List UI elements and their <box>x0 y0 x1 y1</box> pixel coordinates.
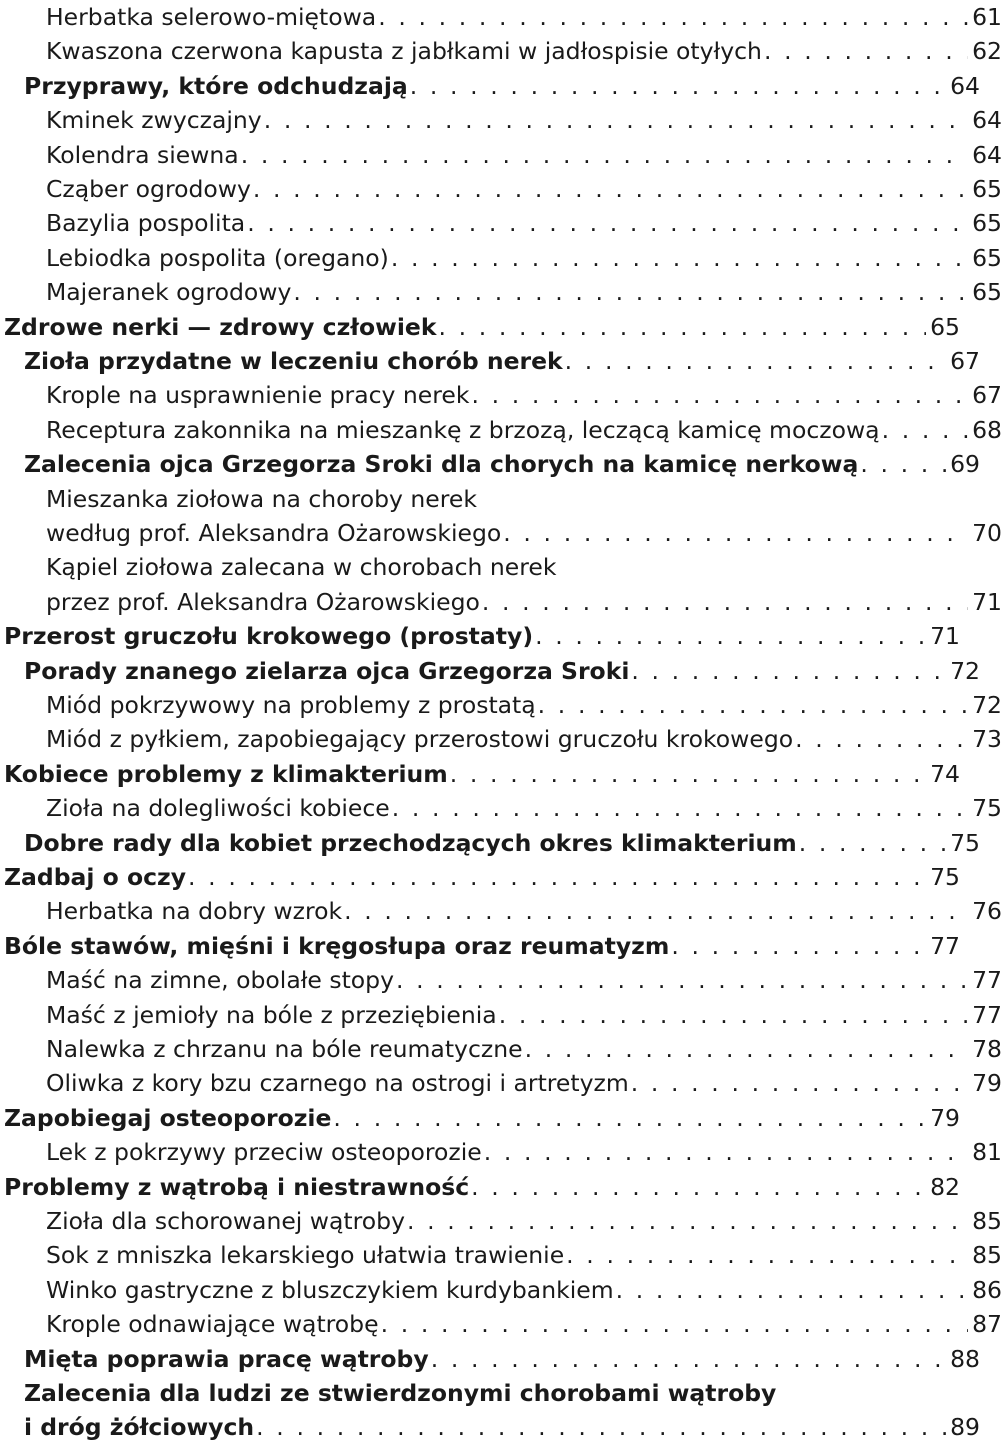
toc-entry-page-number: 78 <box>972 1035 1002 1063</box>
dot-leader <box>431 1342 946 1376</box>
toc-entry-title: Przerost gruczołu krokowego (prostaty) <box>4 622 534 651</box>
dot-leader <box>503 516 968 550</box>
toc-entry <box>0 929 960 963</box>
toc-entry-title: Zalecenia ojca Grzegorza Sroki dla chorych na kamicę nerkową <box>24 450 859 479</box>
toc-entry-page-number: 64 <box>950 71 980 100</box>
toc-entry-page-number: 85 <box>972 1241 1002 1270</box>
toc-entry <box>0 206 1002 240</box>
toc-entry-title: Zapobiegaj osteoporozie <box>4 1103 332 1132</box>
toc-entry-title: Krople na usprawnienie pracy nerek <box>46 381 470 410</box>
toc-entry <box>0 1376 980 1410</box>
toc-entry <box>0 791 1002 825</box>
toc-entry <box>0 1342 980 1376</box>
toc-entry-page-number: 75 <box>930 863 960 891</box>
toc-entry-title: Zdrowe nerki — zdrowy człowiek <box>4 312 437 341</box>
toc-entry-title: Przyprawy, które odchudzają <box>24 71 408 100</box>
toc-entry-title: według prof. Aleksandra Ożarowskiego <box>46 519 502 547</box>
toc-entry <box>0 275 1002 309</box>
toc-entry-page-number: 76 <box>972 897 1002 926</box>
toc-entry-page-number: 61 <box>972 3 1002 31</box>
dot-leader <box>293 275 968 309</box>
toc-entry-title: Zadbaj o oczy <box>4 863 187 891</box>
toc-entry-page-number: 86 <box>972 1275 1002 1304</box>
toc-entry-page-number: 77 <box>930 931 960 960</box>
toc-entry-title: Porady znanego zielarza ojca Grzegorza Sroki <box>24 656 630 685</box>
dot-leader <box>410 69 946 103</box>
toc-entry-title: Majeranek ogrodowy <box>46 278 292 307</box>
toc-entry-title: Herbatka selerowo-miętowa <box>46 3 377 31</box>
dot-leader <box>565 344 946 378</box>
toc-entry <box>0 963 1002 997</box>
toc-entry-page-number: 89 <box>950 1413 980 1442</box>
toc-entry <box>0 688 1002 722</box>
dot-leader <box>438 310 926 344</box>
dot-leader <box>471 1170 926 1204</box>
toc-entry-page-number: 75 <box>972 794 1002 823</box>
dot-leader <box>535 619 926 653</box>
toc-entry <box>0 172 1002 206</box>
toc-entry <box>0 310 960 344</box>
dot-leader <box>882 413 969 447</box>
toc-entry <box>0 550 1002 584</box>
dot-leader <box>566 1238 968 1272</box>
toc-entry-title: i dróg żółciowych <box>24 1413 255 1442</box>
toc-entry <box>0 34 1002 68</box>
toc-entry <box>0 1170 960 1204</box>
toc-entry-title: przez prof. Aleksandra Ożarowskiego <box>46 587 480 616</box>
toc-entry-title: Kąpiel ziołowa zalecana w chorobach nerek <box>46 553 557 582</box>
toc-entry-title: Zalecenia dla ludzi ze stwierdzonymi chorobami wątroby <box>24 1379 777 1407</box>
dot-leader <box>860 447 946 481</box>
dot-leader <box>499 998 968 1032</box>
toc-entry <box>0 1273 1002 1307</box>
toc-entry-page-number: 71 <box>930 622 960 651</box>
toc-entry <box>0 447 980 481</box>
toc-entry <box>0 241 1002 275</box>
toc-entry-page-number: 68 <box>972 415 1002 444</box>
toc-entry-page-number: 75 <box>950 828 980 857</box>
toc-entry-title: Sok z mniszka lekarskiego ułatwia trawienie <box>46 1241 565 1270</box>
toc-entry <box>0 1066 1002 1100</box>
toc-entry-title: Miód z pyłkiem, zapobiegający przerostowi gruczołu krokowego <box>46 725 794 754</box>
toc-entry-page-number: 65 <box>972 175 1002 203</box>
toc-entry-page-number: 71 <box>972 587 1002 616</box>
dot-leader <box>525 1032 969 1066</box>
toc-entry <box>0 1307 1002 1341</box>
toc-entry-page-number: 64 <box>972 140 1002 169</box>
toc-entry-page-number: 72 <box>950 656 980 685</box>
dot-leader <box>795 722 968 756</box>
toc-entry-title: Lek z pokrzywy przeciw osteoporozie <box>46 1138 482 1167</box>
dot-leader <box>764 34 968 68</box>
toc-entry <box>0 138 1002 172</box>
toc-entry-title: Mięta poprawia pracę wątroby <box>24 1344 429 1373</box>
toc-entry-page-number: 67 <box>972 381 1002 410</box>
toc-entry <box>0 344 980 378</box>
toc-entry-title: Lebiodka pospolita (oregano) <box>46 243 389 272</box>
dot-leader <box>381 1307 969 1341</box>
toc-entry-title: Problemy z wątrobą i niestrawność <box>4 1172 470 1201</box>
toc-entry <box>0 0 1002 34</box>
toc-entry-title: Oliwka z kory bzu czarnego na ostrogi i artretyzm <box>46 1069 629 1098</box>
toc-entry-title: Mieszanka ziołowa na choroby nerek <box>46 484 477 513</box>
toc-entry-title: Winko gastryczne z bluszczykiem kurdybankiem <box>46 1275 614 1304</box>
toc-entry <box>0 516 1002 550</box>
toc-entry-title: Kobiece problemy z klimakterium <box>4 759 448 788</box>
dot-leader <box>188 860 926 894</box>
toc-entry <box>0 654 980 688</box>
toc-entry-page-number: 81 <box>972 1138 1002 1167</box>
toc-entry-page-number: 85 <box>972 1207 1002 1235</box>
toc-entry-page-number: 77 <box>972 966 1002 995</box>
dot-leader <box>616 1273 969 1307</box>
toc-entry-title: Kwaszona czerwona kapusta z jabłkami w jadłospisie otyłych <box>46 37 762 66</box>
toc-entry <box>0 1135 1002 1169</box>
toc-entry-title: Bóle stawów, mięśni i kręgosłupa oraz reumatyzm <box>4 931 670 960</box>
dot-leader <box>450 757 926 791</box>
toc-entry-page-number: 88 <box>950 1344 980 1373</box>
toc-entry <box>0 103 1002 137</box>
toc-entry-title: Krople odnawiające wątrobę <box>46 1310 379 1339</box>
toc-entry-title: Cząber ogrodowy <box>46 175 251 203</box>
dot-leader <box>631 654 946 688</box>
toc-entry-page-number: 69 <box>950 450 980 479</box>
toc-entry-title: Herbatka na dobry wzrok <box>46 897 343 926</box>
toc-entry-page-number: 64 <box>972 106 1002 135</box>
dot-leader <box>241 138 968 172</box>
dot-leader <box>391 241 968 275</box>
toc-entry <box>0 378 1002 412</box>
toc-entry <box>0 585 1002 619</box>
dot-leader <box>482 585 968 619</box>
toc-entry-page-number: 79 <box>930 1103 960 1132</box>
toc-entry-page-number: 77 <box>972 1000 1002 1029</box>
toc-entry-page-number: 79 <box>972 1069 1002 1098</box>
dot-leader <box>396 963 968 997</box>
toc-entry-title: Kolendra siewna <box>46 140 239 169</box>
dot-leader <box>671 929 926 963</box>
dot-leader <box>799 826 946 860</box>
toc-entry <box>0 1238 1002 1272</box>
toc-entry <box>0 1101 960 1135</box>
toc-entry-title: Nalewka z chrzanu na bóle reumatyczne <box>46 1035 523 1063</box>
toc-entry-title: Kminek zwyczajny <box>46 106 262 135</box>
dot-leader <box>256 1410 946 1444</box>
toc-entry <box>0 413 1002 447</box>
toc-entry-page-number: 87 <box>972 1310 1002 1339</box>
toc-entry-title: Miód pokrzywowy na problemy z prostatą <box>46 691 536 719</box>
dot-leader <box>631 1066 968 1100</box>
toc-entry <box>0 757 960 791</box>
toc-entry <box>0 69 980 103</box>
toc-entry <box>0 1032 1002 1066</box>
dot-leader <box>264 103 968 137</box>
dot-leader <box>392 791 968 825</box>
toc-entry-page-number: 65 <box>972 278 1002 307</box>
dot-leader <box>253 172 968 206</box>
dot-leader <box>471 378 968 412</box>
toc-entry-page-number: 65 <box>972 209 1002 238</box>
toc-entry-page-number: 62 <box>972 37 1002 66</box>
toc-entry-page-number: 73 <box>972 725 1002 754</box>
toc-entry-title: Receptura zakonnika na mieszankę z brzozą, leczącą kamicę moczową <box>46 415 880 444</box>
dot-leader <box>247 206 968 240</box>
dot-leader <box>538 688 968 722</box>
dot-leader <box>378 0 968 34</box>
dot-leader <box>333 1101 926 1135</box>
toc-entry <box>0 860 960 894</box>
dot-leader <box>484 1135 968 1169</box>
toc-entry-page-number: 67 <box>950 347 980 375</box>
toc-entry-page-number: 70 <box>972 519 1002 547</box>
toc-entry <box>0 619 960 653</box>
toc-entry-title: Dobre rady dla kobiet przechodzących okres klimakterium <box>24 828 797 857</box>
toc-entry <box>0 1410 980 1444</box>
dot-leader <box>407 1204 968 1238</box>
toc-entry <box>0 894 1002 928</box>
toc-entry-title: Maść z jemioły na bóle z przeziębienia <box>46 1000 497 1029</box>
toc-entry-title: Zioła przydatne w leczeniu chorób nerek <box>24 347 563 375</box>
toc-entry-title: Maść na zimne, obolałe stopy <box>46 966 394 995</box>
toc-entry-page-number: 65 <box>972 243 1002 272</box>
toc-entry-page-number: 65 <box>930 312 960 341</box>
toc-entry <box>0 1204 1002 1238</box>
toc-entry-page-number: 74 <box>930 759 960 788</box>
toc-entry-page-number: 72 <box>972 691 1002 719</box>
toc-entry-title: Zioła dla schorowanej wątroby <box>46 1207 405 1235</box>
toc-entry <box>0 998 1002 1032</box>
toc-entry-page-number: 82 <box>930 1172 960 1201</box>
toc-entry <box>0 482 1002 516</box>
toc-entry <box>0 722 1002 756</box>
toc-entry-title: Zioła na dolegliwości kobiece <box>46 794 390 823</box>
toc-entry <box>0 826 980 860</box>
dot-leader <box>344 894 968 928</box>
toc-entry-title: Bazylia pospolita <box>46 209 246 238</box>
